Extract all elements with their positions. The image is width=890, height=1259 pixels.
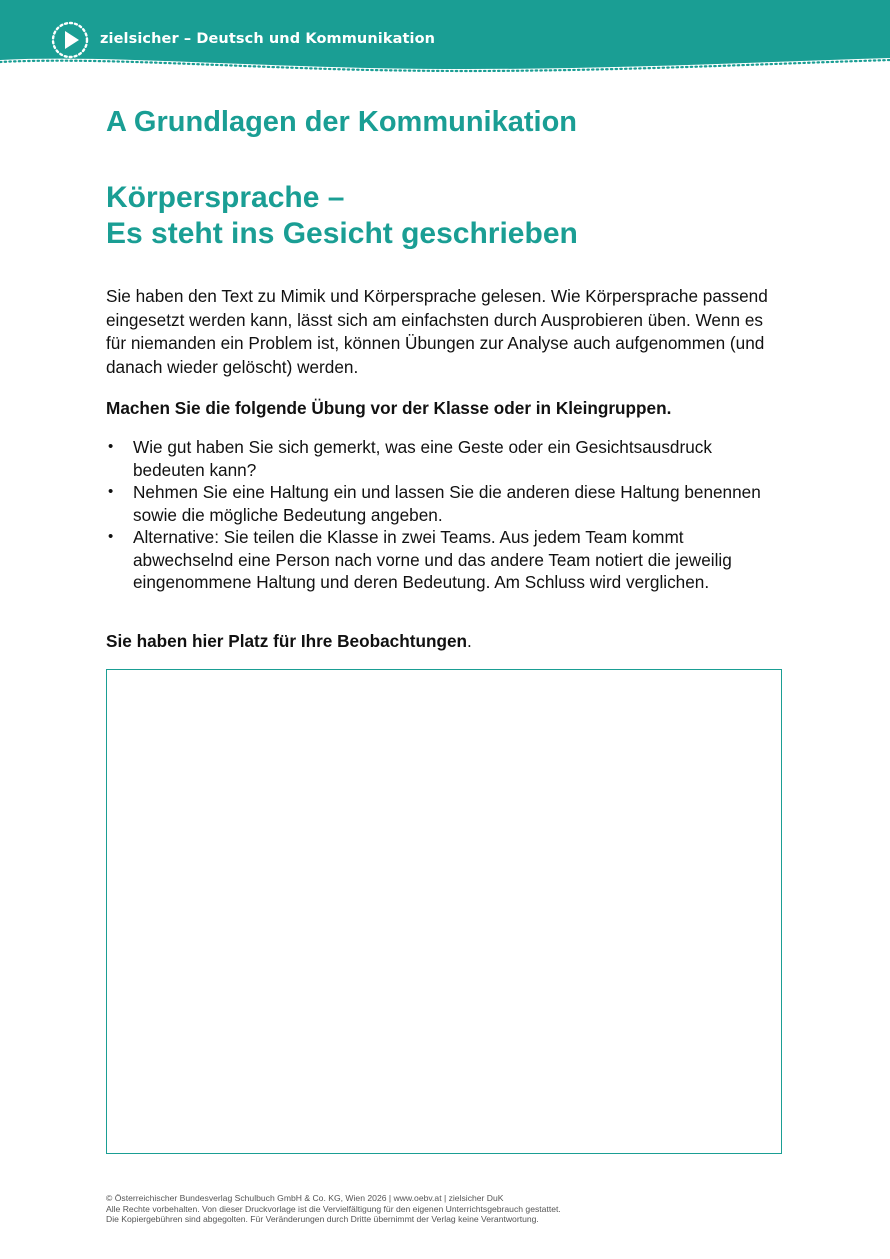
footer-line: Alle Rechte vorbehalten. Von dieser Druckvorlage ist die Vervielfältigung für den eigenen Unterrichtsgebrauch gestattet. bbox=[106, 1203, 561, 1214]
list-item-text: Wie gut haben Sie sich gemerkt, was eine Geste oder ein Gesichtsausdruck bedeuten kann? bbox=[133, 437, 712, 480]
intro-paragraph: Sie haben den Text zu Mimik und Körpersprache gelesen. Wie Körpersprache passend eingesetzt werden kann, lässt sich am einfachsten durch Ausprobieren üben. Wenn es für niemanden ein Problem ist, können Übungen zur Analyse auch aufgenommen (und danach wieder gelöscht) werden. bbox=[106, 286, 768, 377]
list-item-text: Nehmen Sie eine Haltung ein und lassen Sie die anderen diese Haltung benennen sowie die mögliche Bedeutung angeben. bbox=[133, 482, 761, 525]
page-title bbox=[106, 180, 578, 252]
footer-line: Die Kopiergebühren sind abgegolten. Für Veränderungen durch Dritte übernimmt der Verlag keine Verantwortung. bbox=[106, 1214, 539, 1224]
footer bbox=[106, 1193, 561, 1225]
list-item-text: Alternative: Sie teilen die Klasse in zwei Teams. Aus jedem Team kommt abwechselnd eine Person nach vorne und das andere Team notiert die jeweilig eingenommene Haltung und deren Bedeutung. Am Schluss wird verglichen. bbox=[133, 527, 732, 592]
section-title: A Grundlagen der Kommunikation bbox=[106, 106, 578, 138]
list-item bbox=[106, 436, 786, 481]
observation-prompt-tail: . bbox=[467, 631, 472, 651]
observation-box[interactable] bbox=[106, 669, 782, 1154]
bullet-icon: • bbox=[108, 483, 114, 500]
bullet-icon: • bbox=[108, 438, 114, 455]
exercise-list bbox=[106, 436, 786, 594]
list-item bbox=[106, 526, 786, 594]
brand-title: zielsicher – Deutsch und Kommunikation bbox=[100, 31, 436, 47]
observation-prompt-bold: Sie haben hier Platz für Ihre Beobachtungen bbox=[106, 631, 467, 651]
footer-line: © Österreichischer Bundesverlag Schulbuch GmbH & Co. KG, Wien 2026 | www.oebv.at | zielsicher DuK bbox=[106, 1193, 504, 1203]
play-circle-icon bbox=[50, 20, 90, 60]
observation-prompt bbox=[106, 630, 472, 653]
task-instruction: Machen Sie die folgende Übung vor der Klasse oder in Kleingruppen. bbox=[106, 398, 672, 418]
list-item bbox=[106, 481, 786, 526]
page-title-line1: Körpersprache – bbox=[106, 181, 345, 214]
page-title-line2: Es steht ins Gesicht geschrieben bbox=[106, 217, 578, 250]
bullet-icon: • bbox=[108, 528, 114, 545]
